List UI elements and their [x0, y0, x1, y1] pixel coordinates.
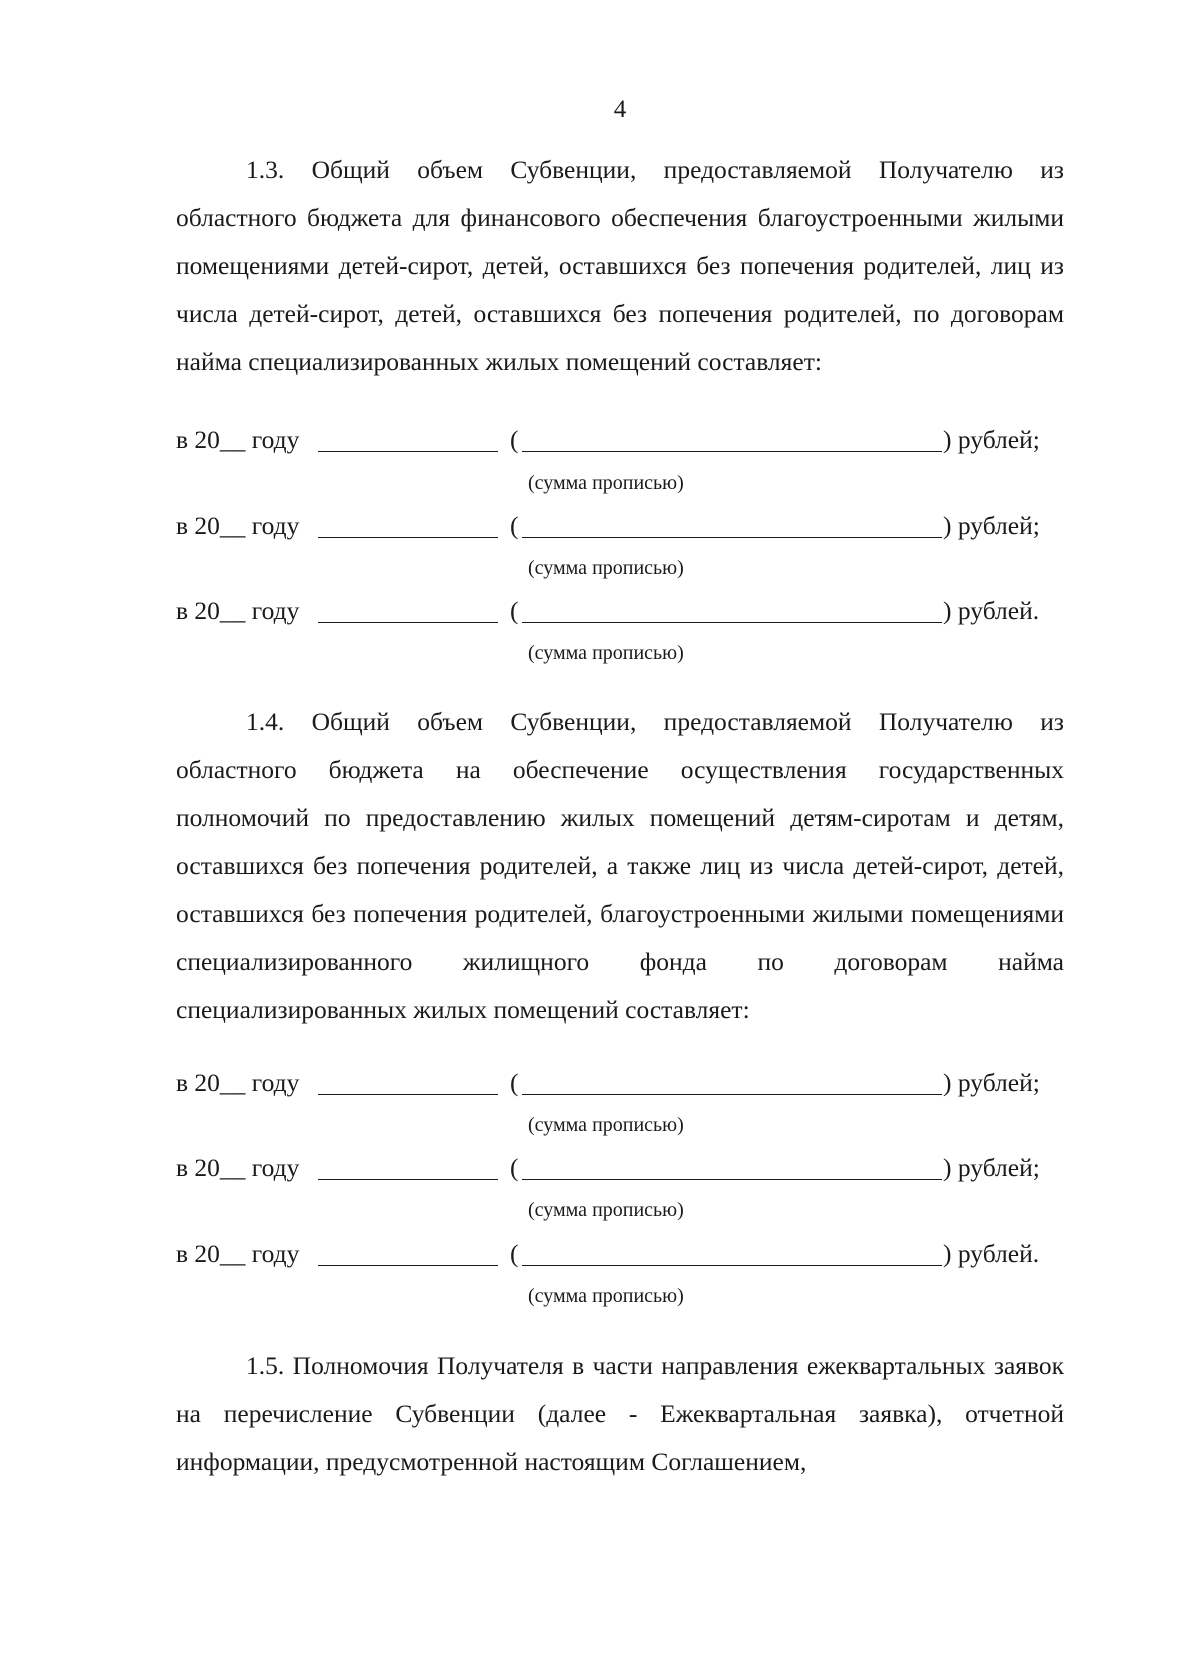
amount-row [176, 1239, 1076, 1279]
clause-1-5-text: 1.5. Полномочия Получателя в части направления ежеквартальных заявок на перечисление Субвенции (далее - Ежеквартальная заявка), отчетной информации, предусмотренной настоящим Соглашением, [176, 1351, 1064, 1476]
year-label: в 20__ году [176, 1068, 300, 1097]
amount-row [176, 1153, 1076, 1193]
open-paren: ( [510, 425, 519, 454]
open-paren: ( [510, 1153, 519, 1182]
amount-words-blank [522, 1179, 942, 1180]
year-label: в 20__ году [176, 425, 300, 454]
open-paren: ( [510, 1239, 519, 1268]
open-paren: ( [510, 511, 519, 540]
open-paren: ( [510, 596, 519, 625]
amount-hint: (сумма прописью) [528, 642, 684, 664]
amount-row [176, 1068, 1076, 1108]
amount-words-blank [522, 451, 942, 452]
page-number: 4 [613, 96, 627, 123]
amount-words-blank [522, 537, 942, 538]
clause-1-3-text: 1.3. Общий объем Субвенции, предоставляемой Получателю из областного бюджета для финансового обеспечения благоустроенными жилыми помещениями детей-сирот, детей, оставшихся без попечения родителей, лиц из числа детей-сирот, детей, оставшихся без попечения родителей, по договорам найма специализированных жилых помещений составляет: [176, 155, 1064, 376]
amount-words-blank [522, 622, 942, 623]
amount-blank [318, 1094, 498, 1095]
amount-hint: (сумма прописью) [528, 1285, 684, 1307]
amount-words-blank [522, 1094, 942, 1095]
currency-label: ) рублей; [943, 511, 1040, 540]
amount-words-blank [522, 1265, 942, 1266]
amount-row [176, 596, 1076, 636]
year-label: в 20__ году [176, 1153, 300, 1182]
amount-row [176, 511, 1076, 551]
year-label: в 20__ году [176, 511, 300, 540]
amount-blank [318, 451, 498, 452]
currency-label: ) рублей; [943, 1068, 1040, 1097]
currency-label: ) рублей; [943, 425, 1040, 454]
amount-row [176, 425, 1076, 465]
currency-label: ) рублей; [943, 1153, 1040, 1182]
open-paren: ( [510, 1068, 519, 1097]
clause-1-4-text: 1.4. Общий объем Субвенции, предоставляемой Получателю из областного бюджета на обеспечение осуществления государственных полномочий по предоставлению жилых помещений детям-сиротам и детям, оставшихся без попечения родителей, а также лиц из числа детей-сирот, детей, оставшихся без попечения родителей, благоустроенными жилыми помещениями специализированного жилищного фонда по договорам найма специализированных жилых помещений составляет: [176, 707, 1064, 1024]
amount-hint: (сумма прописью) [528, 472, 684, 494]
currency-label: ) рублей. [943, 1239, 1040, 1268]
amount-blank [318, 622, 498, 623]
amount-blank [318, 1265, 498, 1266]
amount-hint: (сумма прописью) [528, 1114, 684, 1136]
currency-label: ) рублей. [943, 596, 1040, 625]
amount-hint: (сумма прописью) [528, 557, 684, 579]
amount-blank [318, 537, 498, 538]
year-label: в 20__ году [176, 596, 300, 625]
year-label: в 20__ году [176, 1239, 300, 1268]
amount-hint: (сумма прописью) [528, 1199, 684, 1221]
amount-blank [318, 1179, 498, 1180]
